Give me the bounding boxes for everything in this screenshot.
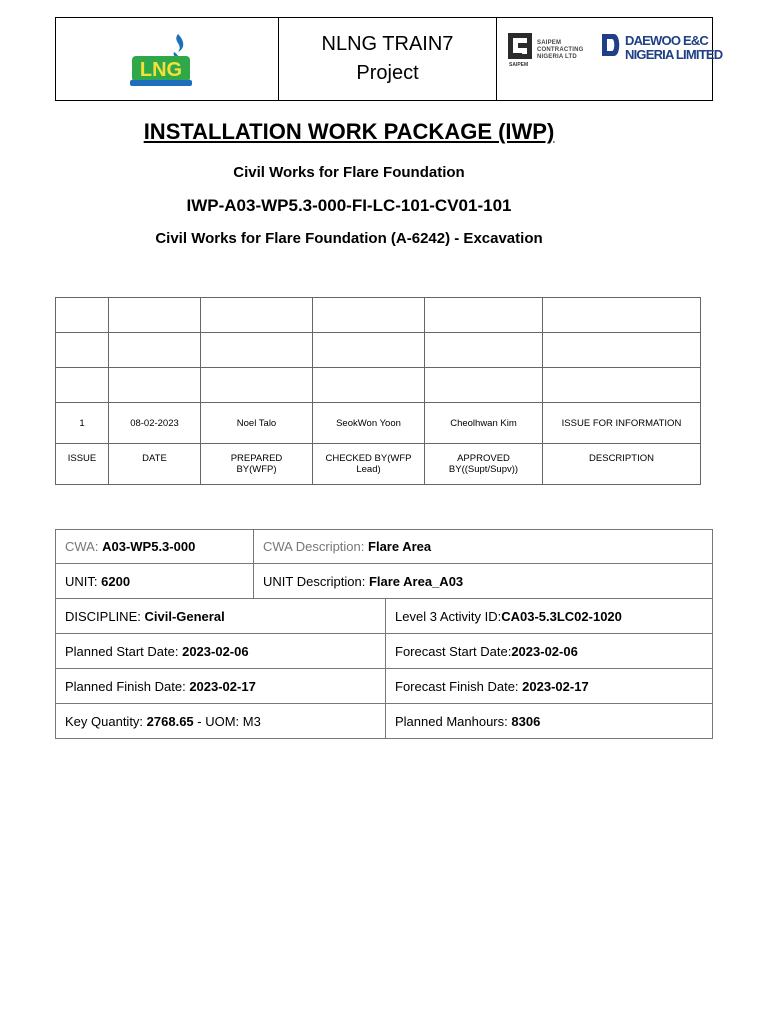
cwa-description-cell: CWA Description: Flare Area — [253, 530, 712, 563]
uom-label: - UOM: M3 — [193, 713, 261, 729]
discipline-cell: DISCIPLINE: Civil-General — [65, 608, 225, 624]
saipem-logo — [507, 32, 592, 68]
info-row-unit — [55, 564, 713, 599]
planned-finish-value: 2023-02-17 — [189, 678, 256, 694]
nlng-logo-cell — [56, 18, 279, 100]
cwa-cell: CWA: A03-WP5.3-000 — [65, 539, 196, 554]
svg-text:LNG: LNG — [139, 59, 183, 81]
daewoo-logo — [599, 30, 723, 70]
header-prepared: PREPARED BY(WFP) — [201, 444, 313, 485]
level3-activity-value: CA03-5.3LC02-1020 — [501, 608, 622, 624]
saipem-mark-icon — [507, 32, 533, 62]
header-date: DATE — [109, 444, 201, 485]
unit-cell: UNIT: 6200 — [65, 573, 131, 589]
planned-manhours-cell: Planned Manhours: 8306 — [385, 704, 712, 738]
revision-empty-row — [56, 333, 701, 368]
cwa-description-value: Flare Area — [368, 539, 432, 554]
revision-issue: 1 — [56, 403, 109, 444]
iwp-description: Civil Works for Flare Foundation (A-6242) - Excavation — [155, 230, 543, 247]
discipline-value: Civil-General — [144, 608, 225, 624]
info-row-finish — [55, 669, 713, 704]
document-header — [55, 17, 723, 101]
saipem-text-line2: CONTRACTING — [537, 47, 584, 53]
partner-logos-cell — [497, 18, 723, 100]
revision-table — [55, 297, 701, 485]
header-approved: APPROVED BY((Supt/Supv)) — [425, 444, 543, 485]
info-row-quantity — [55, 704, 713, 739]
info-row-discipline — [55, 599, 713, 634]
revision-date: 08-02-2023 — [109, 403, 201, 444]
daewoo-mark-icon — [599, 32, 623, 58]
info-row-start — [55, 634, 713, 669]
key-quantity-value: 2768.65 — [146, 713, 194, 729]
forecast-start-value: 2023-02-06 — [511, 643, 578, 659]
unit-value: 6200 — [101, 573, 131, 589]
daewoo-text-line2: NIGERIA LIMITED — [625, 47, 723, 62]
saipem-text-line3: NIGERIA LTD — [537, 54, 577, 60]
key-quantity-cell: Key Quantity: 2768.65 - UOM: M3 — [65, 713, 261, 729]
planned-finish-cell: Planned Finish Date: 2023-02-17 — [65, 678, 256, 694]
unit-description-cell: UNIT Description: Flare Area_A03 — [253, 564, 712, 598]
info-row-cwa — [55, 529, 713, 564]
revision-approved: Cheolhwan Kim — [425, 403, 543, 444]
work-package-info — [55, 529, 713, 739]
planned-start-cell: Planned Start Date: 2023-02-06 — [65, 643, 249, 659]
revision-empty-row — [56, 368, 701, 403]
revision-description: ISSUE FOR INFORMATION — [543, 403, 701, 444]
revision-prepared: Noel Talo — [201, 403, 313, 444]
revision-checked: SeokWon Yoon — [313, 403, 425, 444]
header-checked: CHECKED BY(WFP Lead) — [313, 444, 425, 485]
planned-manhours-value: 8306 — [511, 713, 541, 729]
nlng-logo — [128, 30, 196, 90]
saipem-sub-text: SAIPEM — [509, 62, 529, 68]
iwp-code: IWP-A03-WP5.3-000-FI-LC-101-CV01-101 — [186, 196, 512, 215]
forecast-start-cell: Forecast Start Date: 2023-02-06 — [385, 634, 712, 668]
revision-header-row — [56, 444, 701, 485]
revision-empty-row — [56, 298, 701, 333]
level3-activity-cell: Level 3 Activity ID: CA03-5.3LC02-1020 — [385, 599, 712, 633]
project-title-line2: Project — [356, 62, 419, 84]
unit-description-value: Flare Area_A03 — [368, 573, 464, 589]
header-description: DESCRIPTION — [543, 444, 701, 485]
saipem-text-line1: SAIPEM — [537, 40, 562, 46]
forecast-finish-cell: Forecast Finish Date: 2023-02-17 — [385, 669, 712, 703]
revision-row — [56, 403, 701, 444]
forecast-finish-value: 2023-02-17 — [522, 678, 589, 694]
project-title — [279, 18, 497, 100]
document-title: INSTALLATION WORK PACKAGE (IWP) — [143, 119, 555, 144]
cwa-value: A03-WP5.3-000 — [102, 539, 196, 554]
planned-start-value: 2023-02-06 — [182, 643, 249, 659]
document-subtitle: Civil Works for Flare Foundation — [233, 164, 465, 181]
daewoo-text-line1: DAEWOO E&C — [625, 33, 709, 48]
project-title-line1: NLNG TRAIN7 — [321, 33, 454, 55]
header-issue: ISSUE — [56, 444, 109, 485]
